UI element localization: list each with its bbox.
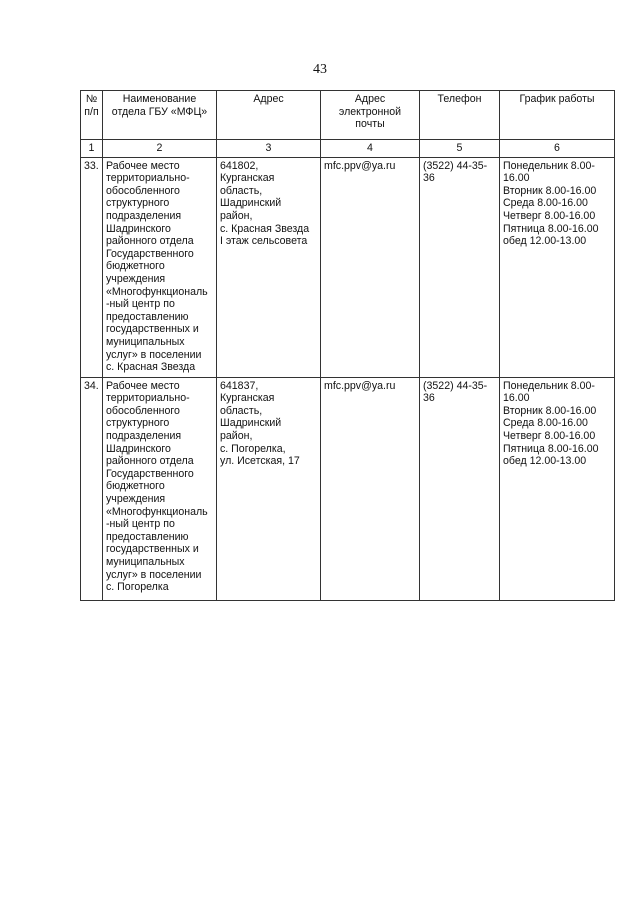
text-line: Среда 8.00-16.00 <box>503 197 588 210</box>
text-line: I этаж сельсовета <box>220 235 308 248</box>
text-line: обособленного <box>106 184 180 197</box>
text-line: районного отдела <box>106 455 194 468</box>
text-line: «Многофункциональ <box>106 505 208 518</box>
column-number: 5 <box>420 140 500 158</box>
text-line: бюджетного <box>106 260 165 273</box>
text-line: «Многофункциональ <box>106 285 208 298</box>
text-line: Телефон <box>437 93 482 105</box>
column-number: 4 <box>321 140 420 158</box>
column-number: 3 <box>217 140 321 158</box>
text-line: № <box>85 93 98 105</box>
text-line: Адрес <box>253 93 284 105</box>
text-line: подразделения <box>106 429 182 442</box>
text-line: муниципальных <box>106 335 185 348</box>
text-line: п/п <box>84 105 99 118</box>
text-line: Адрес <box>354 93 386 105</box>
text-line: Понедельник 8.00- <box>503 159 595 172</box>
office-address <box>217 157 321 377</box>
text-line: услуг» в поселении <box>106 568 202 581</box>
office-phone <box>420 157 500 377</box>
text-line: предоставлению <box>106 530 189 543</box>
header-number <box>81 91 103 140</box>
text-line: учреждения <box>106 272 166 285</box>
text-line: Рабочее место <box>106 379 180 392</box>
text-line: 641837, <box>220 379 259 392</box>
column-number: 2 <box>103 140 217 158</box>
text-line: 36 <box>423 392 435 405</box>
header-address <box>217 91 321 140</box>
table-header-row <box>81 91 615 140</box>
text-line: электронной <box>338 105 402 118</box>
text-line: 36 <box>423 172 435 185</box>
office-schedule <box>500 157 615 377</box>
table-row <box>81 377 615 600</box>
text-line: Вторник 8.00-16.00 <box>503 184 597 197</box>
text-line: подразделения <box>106 209 182 222</box>
text-line: государственных и <box>106 543 199 556</box>
table-row <box>81 157 615 377</box>
office-email: mfc.ppv@ya.ru <box>321 377 420 600</box>
text-line: территориально- <box>106 392 190 405</box>
text-line: услуг» в поселении <box>106 348 202 361</box>
text-line: обособленного <box>106 404 180 417</box>
text-line: -ный центр по <box>106 518 175 531</box>
row-number: 34. <box>81 377 103 600</box>
text-line: Шадринского <box>106 442 171 455</box>
text-line: (3522) 44-35- <box>423 159 488 172</box>
text-line: почты <box>355 118 385 131</box>
text-line: районного отдела <box>106 235 194 248</box>
column-number-row <box>81 140 615 158</box>
office-address <box>217 377 321 600</box>
text-line: Пятница 8.00-16.00 <box>503 222 599 235</box>
text-line: структурного <box>106 417 170 430</box>
text-line: обед 12.00-13.00 <box>503 455 587 468</box>
text-line: Вторник 8.00-16.00 <box>503 404 597 417</box>
text-line: отдела ГБУ «МФЦ» <box>111 105 208 118</box>
text-line: район, <box>220 429 253 442</box>
text-line: Шадринский <box>220 197 282 210</box>
office-email: mfc.ppv@ya.ru <box>321 157 420 377</box>
text-line: государственных и <box>106 323 199 336</box>
text-line: Четверг 8.00-16.00 <box>503 429 596 442</box>
office-name <box>103 157 217 377</box>
text-line: Шадринский <box>220 417 282 430</box>
text-line: область, <box>220 404 263 417</box>
text-line: ул. Исетская, 17 <box>220 455 300 468</box>
text-line: Пятница 8.00-16.00 <box>503 442 599 455</box>
text-line: (3522) 44-35- <box>423 379 488 392</box>
text-line: муниципальных <box>106 555 185 568</box>
text-line: 16.00 <box>503 392 530 405</box>
header-name <box>103 91 217 140</box>
text-line: район, <box>220 209 253 222</box>
text-line: 16.00 <box>503 172 530 185</box>
office-name <box>103 377 217 600</box>
text-line: Курганская <box>220 172 275 185</box>
text-line: область, <box>220 184 263 197</box>
text-line: Курганская <box>220 392 275 405</box>
text-line: с. Красная Звезда <box>106 361 196 374</box>
text-line: Государственного <box>106 467 194 480</box>
text-line: с. Погорелка <box>106 581 169 594</box>
header-email <box>321 91 420 140</box>
text-line: Среда 8.00-16.00 <box>503 417 588 430</box>
text-line: Четверг 8.00-16.00 <box>503 209 596 222</box>
text-line: структурного <box>106 197 170 210</box>
column-number: 6 <box>500 140 615 158</box>
text-line: Государственного <box>106 247 194 260</box>
text-line: территориально- <box>106 172 190 185</box>
text-line: с. Погорелка, <box>220 442 286 455</box>
text-line: предоставлению <box>106 310 189 323</box>
office-schedule <box>500 377 615 600</box>
text-line: обед 12.00-13.00 <box>503 235 587 248</box>
office-phone <box>420 377 500 600</box>
text-line: 641802, <box>220 159 259 172</box>
text-line: Рабочее место <box>106 159 180 172</box>
text-line: График работы <box>519 93 595 105</box>
text-line: учреждения <box>106 492 166 505</box>
column-number: 1 <box>81 140 103 158</box>
text-line: с. Красная Звезда <box>220 222 310 235</box>
text-line: бюджетного <box>106 480 165 493</box>
offices-table <box>80 90 615 601</box>
text-line: -ный центр по <box>106 298 175 311</box>
header-phone <box>420 91 500 140</box>
header-schedule <box>500 91 615 140</box>
text-line: Понедельник 8.00- <box>503 379 595 392</box>
text-line: Шадринского <box>106 222 171 235</box>
page-number: 43 <box>313 62 327 77</box>
text-line: Наименование <box>122 93 197 105</box>
row-number: 33. <box>81 157 103 377</box>
